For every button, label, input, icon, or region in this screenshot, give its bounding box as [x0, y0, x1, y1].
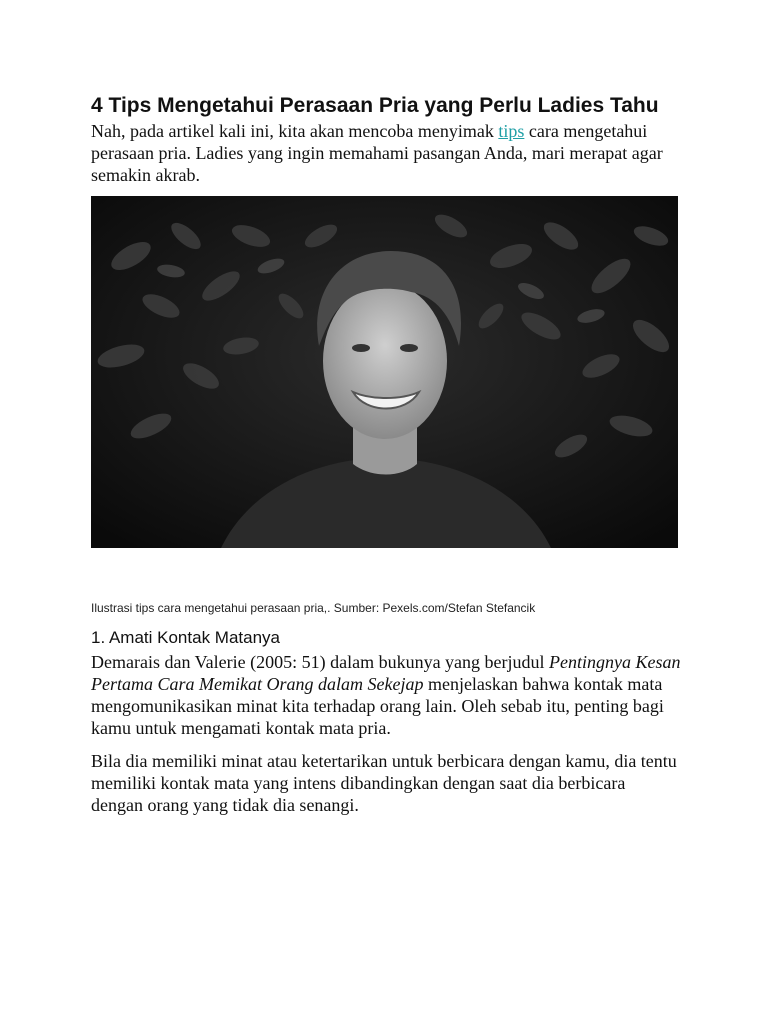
intro-paragraph	[91, 120, 681, 186]
intro-text-end: cara mengetahui perasaan pria. Ladies yang ingin memahami pasangan Anda, mari merapat agar semakin akrab.	[91, 121, 663, 185]
section-paragraph-1	[91, 651, 681, 739]
section-paragraph-2: Bila dia memiliki minat atau ketertarikan untuk berbicara dengan kamu, dia tentu memiliki kontak mata yang intens dibandingkan dengan saat dia berbicara dengan orang yang tidak dia senangi.	[91, 751, 677, 815]
photo-caption: Ilustrasi tips cara mengetahui perasaan pria,. Sumber: Pexels.com/Stefan Stefancik	[91, 601, 536, 615]
article-title: 4 Tips Mengetahui Perasaan Pria yang Perlu Ladies Tahu	[91, 94, 659, 117]
article-photo	[91, 196, 678, 548]
tips-link[interactable]: tips	[498, 121, 525, 141]
book-title: Pentingnya Kesan Pertama Cara Memikat Orang dalam Sekejap	[91, 652, 681, 694]
intro-text-start: Nah, pada artikel kali ini, kita akan mencoba menyimak	[91, 121, 499, 141]
section-heading: 1. Amati Kontak Matanya	[91, 628, 280, 647]
paragraph-text-start: Demarais dan Valerie (2005: 51) dalam bukunya yang berjudul	[91, 652, 550, 672]
paragraph-text-end: menjelaskan bahwa kontak mata mengomunikasikan minat kita terhadap orang lain. Oleh sebab itu, penting bagi kamu untuk mengamati kontak mata pria.	[91, 674, 664, 738]
article	[91, 92, 681, 816]
